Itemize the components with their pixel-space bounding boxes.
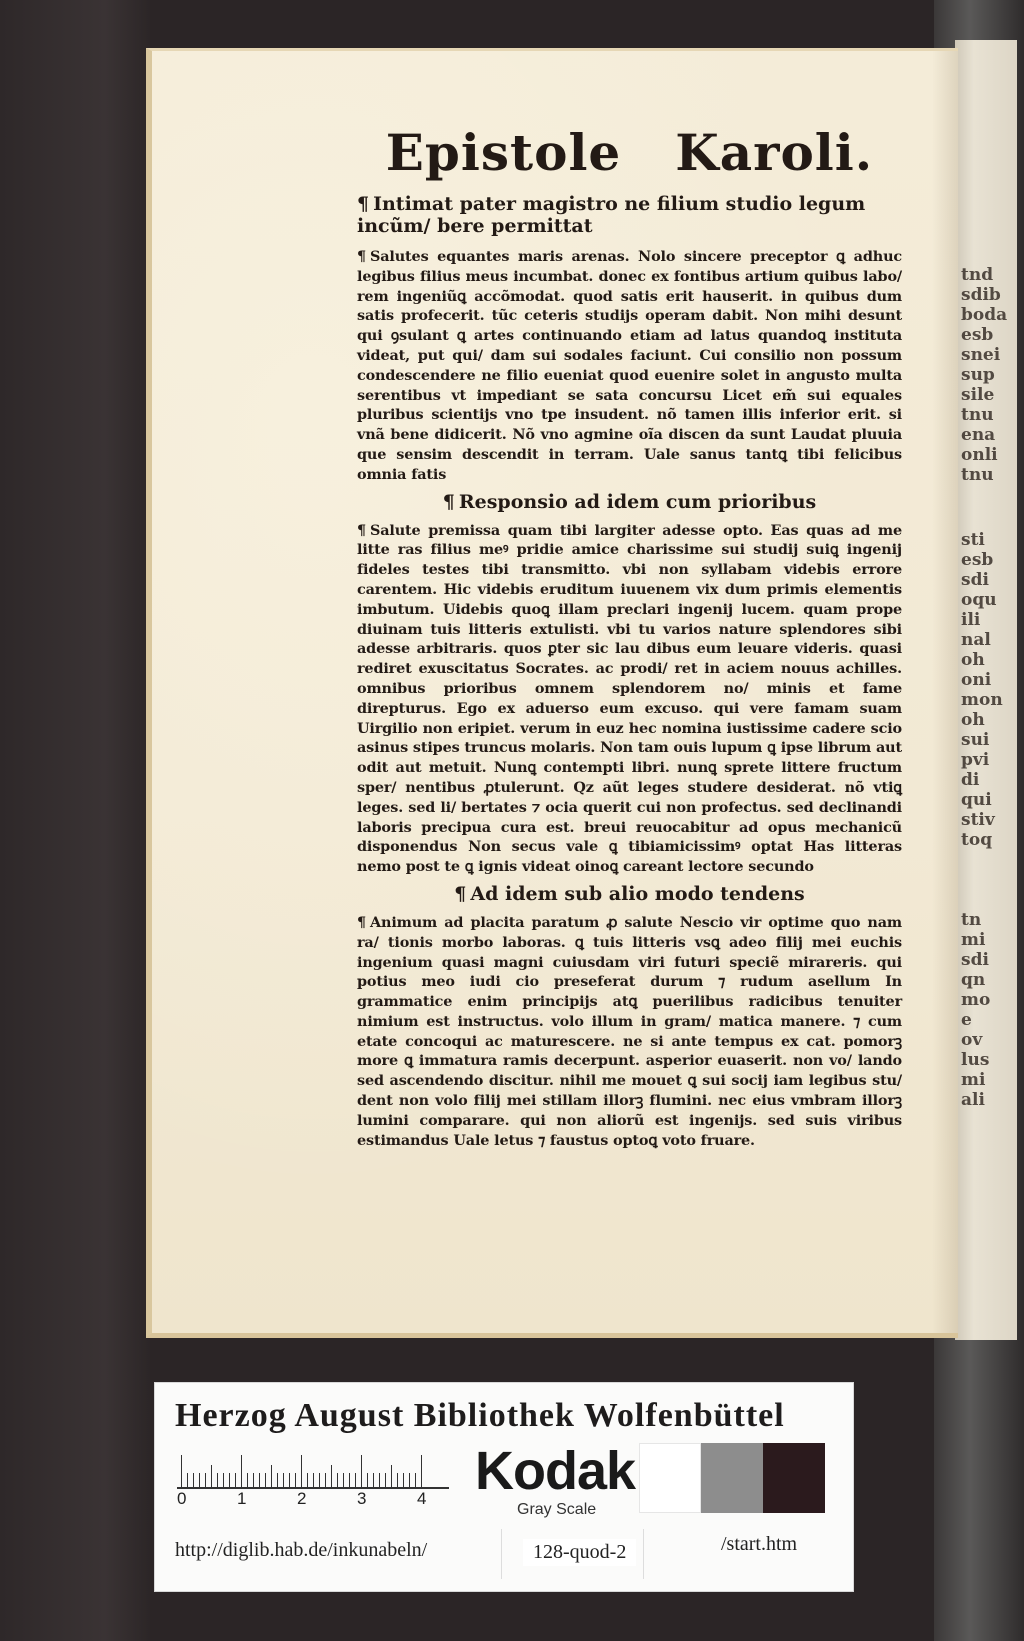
library-name: Herzog August Bibliothek Wolfenbüttel — [175, 1397, 785, 1434]
facing-page-fragment: toq — [961, 830, 993, 850]
ruler-tick — [385, 1473, 386, 1489]
title-word-karoli: Karoli. — [675, 123, 874, 182]
facing-page-fragments-3 — [955, 910, 990, 1110]
ruler-tick — [313, 1473, 314, 1489]
gray-scale-label: Gray Scale — [517, 1501, 597, 1518]
gray-swatch — [701, 1443, 763, 1513]
section-2-body — [357, 521, 902, 877]
dark-swatch — [763, 1443, 825, 1513]
facing-page-fragment: sui — [961, 730, 990, 750]
shelfmark: 128-quod-2 — [523, 1539, 636, 1566]
facing-page-fragment: di — [961, 770, 980, 790]
facing-page-fragment: esb — [961, 550, 994, 570]
ruler-tick — [307, 1473, 308, 1489]
ruler-tick — [391, 1465, 392, 1489]
facing-page-fragment: sup — [961, 365, 995, 385]
section-2-heading-text: Responsio ad idem cum prioribus — [458, 490, 817, 513]
ruler-tick — [241, 1455, 242, 1489]
facing-page-fragment: sdib — [961, 285, 1001, 305]
ruler-tick — [355, 1473, 356, 1489]
target-divider — [501, 1529, 502, 1579]
ruler-tick — [325, 1473, 326, 1489]
facing-page-fragment: ena — [961, 425, 996, 445]
section-1-heading-text: Intimat pater magistro ne filium studio legum incũm/ bere permittat — [357, 193, 866, 237]
facing-page-fragment: qui — [961, 790, 992, 810]
ruler-tick — [289, 1473, 290, 1489]
pilcrow-mark: ¶ — [357, 248, 367, 265]
facing-page-fragment: oh — [961, 650, 985, 670]
facing-page-fragment: oh — [961, 710, 985, 730]
ruler-tick — [271, 1465, 272, 1489]
page-text-block — [357, 123, 902, 1150]
ruler-tick — [343, 1473, 344, 1489]
ruler-tick — [415, 1473, 416, 1489]
ruler-number: 2 — [297, 1489, 307, 1508]
ruler-tick — [295, 1473, 296, 1489]
ruler-number: 1 — [237, 1489, 247, 1508]
ruler-tick — [373, 1473, 374, 1489]
ruler-tick — [331, 1465, 332, 1489]
ruler-tick — [205, 1473, 206, 1489]
facing-page-fragment: oqu — [961, 590, 997, 610]
ruler-tick — [259, 1473, 260, 1489]
ruler-tick — [277, 1473, 278, 1489]
ruler-tick — [211, 1465, 212, 1489]
facing-page-fragment: mi — [961, 930, 986, 950]
section-3-body — [357, 913, 902, 1151]
facing-page-fragment: nal — [961, 630, 991, 650]
url-prefix: http://diglib.hab.de/inkunabeln/ — [175, 1539, 428, 1561]
facing-page-fragment: tnd — [961, 265, 994, 285]
ruler-tick — [397, 1473, 398, 1489]
section-1-body — [357, 247, 902, 485]
pilcrow-mark: ¶ — [357, 193, 370, 215]
ruler-tick — [223, 1473, 224, 1489]
ruler-tick — [199, 1473, 200, 1489]
section-2-heading — [357, 491, 902, 513]
section-2-body-text: Salute premissa quam tibi largiter adesse opto. Eas quas ad me litte ras filius meꝰ pridie amice charissime sui studij suiꝗ ingenij fideles testes tibi transmitto. vbi non syllabam videbis errore carentem. Hic videbis eruditum iuuenem vix dum primis elementis imbutum. Uidebis quoꝗ illam preclari ingenij lucem. quam prope diuinam tuis litteris extulisti. vbi tu varios nature splendores sibi adesse arbitraris. quos ꝑter sic lau dibus eum leuare videris. quasi rediret exuscitatus Socrates. ac prodi/ ret in aciem nouus achilles. omnibus prioribus omnem splendorem no/ minis et fame direpturus. Ego ex aduerso eum excuso. qui vere famam suam Uirgilio non eripiet. verum in euz hec nomina iustissime cadere scio asinus stipes truncus molaris. Non tam ouis lupum ꝗ ipse librum aut odit aut metuit. Nunꝗ contempti libri. nunꝗ sprete littere fructum sper/ nentibus ꝓtulerunt. Qz aũt leges studere desiderat. nõ vtiꝗ leges. sed li/ bertates ⁊ ocia querit cui non profectus. sed declinandi laboris precipua cura est. breui reuocabitur ad opus mechanicũ disponendus Non secus vale ꝗ tibiamicissimꝰ optat Has litteras nemo post te ꝗ ignis videat oinoꝗ careant lectore secundo — [357, 521, 902, 876]
facing-page-fragment: tnu — [961, 405, 994, 425]
ruler-tick — [187, 1473, 188, 1489]
section-3-heading-text: Ad idem sub alio modo tendens — [470, 882, 805, 905]
ruler-tick — [421, 1455, 422, 1489]
ruler-tick — [319, 1473, 320, 1489]
url-suffix: /start.htm — [721, 1533, 798, 1555]
ruler-tick — [301, 1455, 302, 1489]
ruler-tick — [283, 1473, 284, 1489]
ruler-number: 4 — [417, 1489, 427, 1508]
ruler-tick — [379, 1473, 380, 1489]
white-swatch — [639, 1443, 701, 1513]
page-title — [357, 123, 902, 183]
ruler-tick — [403, 1473, 404, 1489]
section-3-body-text: Animum ad placita paratum ꝓ salute Nescio vir optime quo nam ra/ tionis morbo laboras. ꝗ tuis litteris vsꝗ adeo filij mei euchis ingenium quasi magni cuiusdam viri futuri speciẽ mirareris. qui potius meo iudi cio preseferat durum ⁊ rudum asellum In grammatice enim principijs atꝗ puerilibus radicibus tenuiter nimium est instructus. volo illum in gram/ matica manere. ⁊ cum etate concoqui ac maturescere. ne si ante tempus ex cat. pomorꝫ more ꝗ immatura ramis decerpunt. asperior euaserit. non vo/ lando sed ascendendo discitur. nihil me mouet ꝗ sui socij iam legibus stu/ dent non volo filij mei stillam illorꝫ flumini. nec eius vmbram illorꝫ lumini comparare. qui non aliorũ est ingenijs. sed suis viribus estimandus Uale letus ⁊ faustus optoꝗ voto fruare. — [357, 913, 902, 1149]
facing-page-fragment: sdi — [961, 950, 989, 970]
ruler-tick — [247, 1473, 248, 1489]
pilcrow-mark: ¶ — [357, 913, 367, 931]
facing-page-fragment: tn — [961, 910, 982, 930]
ruler-tick — [265, 1473, 266, 1489]
ruler-tick — [367, 1473, 368, 1489]
page-gutter-shadow — [932, 51, 958, 1333]
ruler-tick — [361, 1455, 362, 1489]
facing-page-fragment: tnu — [961, 465, 994, 485]
pilcrow-mark: ¶ — [442, 490, 455, 513]
title-word-epistole: Epistole — [385, 123, 622, 182]
ruler-number: 3 — [357, 1489, 367, 1508]
ruler-tick — [193, 1473, 194, 1489]
ruler-tick — [337, 1473, 338, 1489]
ruler-tick — [349, 1473, 350, 1489]
facing-page-fragment: stiv — [961, 810, 995, 830]
manuscript-page — [146, 48, 958, 1338]
facing-page-fragment: pvi — [961, 750, 990, 770]
facing-page-fragment: sile — [961, 385, 995, 405]
facing-page-fragment: e — [961, 1010, 972, 1030]
ruler-number: 0 — [177, 1489, 187, 1508]
pilcrow-mark: ¶ — [454, 882, 467, 905]
ruler-tick — [181, 1455, 182, 1489]
facing-page-fragment: qn — [961, 970, 986, 990]
facing-page-fragments-1 — [955, 265, 1007, 485]
section-1-heading — [357, 193, 902, 237]
facing-page-fragment: lus — [961, 1050, 990, 1070]
scanner-background-left — [0, 0, 150, 1641]
facing-page-fragment: onli — [961, 445, 998, 465]
facing-page-fragment: esb — [961, 325, 994, 345]
ruler-tick — [217, 1473, 218, 1489]
facing-page-fragment: mon — [961, 690, 1003, 710]
ruler-tick — [253, 1473, 254, 1489]
ruler-tick — [409, 1473, 410, 1489]
facing-page-fragment: ov — [961, 1030, 983, 1050]
ruler-tick — [229, 1473, 230, 1489]
facing-page-fragment: oni — [961, 670, 992, 690]
kodak-logo: Kodak — [475, 1441, 636, 1501]
facing-page-edge — [955, 40, 1017, 1340]
section-3-heading — [357, 883, 902, 905]
facing-page-fragment: mo — [961, 990, 991, 1010]
color-target-strip — [154, 1382, 854, 1592]
facing-page-fragment: mi — [961, 1070, 986, 1090]
facing-page-fragment: ili — [961, 610, 981, 630]
ruler-tick — [235, 1473, 236, 1489]
facing-page-fragment: sdi — [961, 570, 989, 590]
section-1-body-text: Salutes equantes maris arenas. Nolo sincere preceptor ꝗ adhuc legibus filius meus incumbat. donec ex fontibus artium quibus labo/ rem ingeniũꝗ accõmodat. quod satis erit hauserit. in quibus dum satis profecerit. tũc ceteris studijs operam dabit. Non mihi desunt qui ꝯsulant ꝗ artes continuando etiam ad latus quandoꝗ instituta videat, put qui/ dam sui sodales faciunt. Cui consilio non possum condescendere ne filio eueniat quod euenire solet in angusto multa serentibus vt impediant se sata concursu Licet em̃ sui equales pluribus scientijs vno tpe insudent. nõ tamen illis inferior erit. si vnã bene didicerit. Nõ vno agmine oĩa discen da sunt Laudat pluuia que sensim descendit in terram. Uale sanus tantꝗ tibi felicibus omnia fatis — [357, 248, 902, 483]
measurement-ruler — [177, 1451, 449, 1509]
facing-page-fragment: sti — [961, 530, 985, 550]
facing-page-fragment: boda — [961, 305, 1008, 325]
facing-page-fragment: ali — [961, 1090, 985, 1110]
facing-page-fragments-2 — [955, 530, 1003, 850]
pilcrow-mark: ¶ — [357, 521, 367, 539]
target-divider — [643, 1529, 644, 1579]
facing-page-fragment: snei — [961, 345, 1001, 365]
